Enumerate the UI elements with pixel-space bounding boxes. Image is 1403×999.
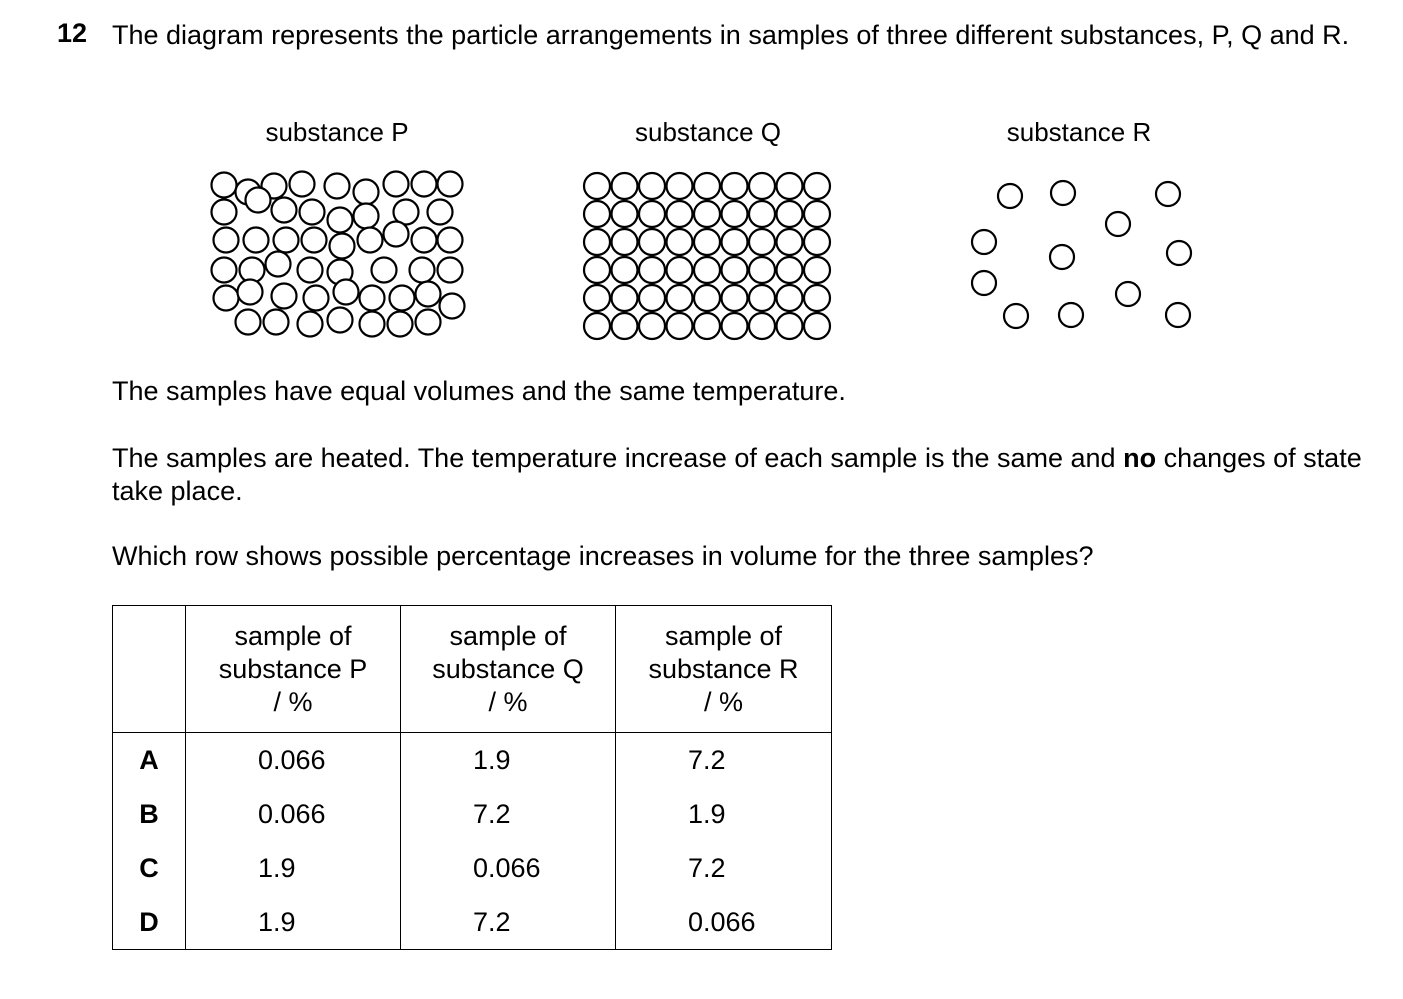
particle	[612, 229, 638, 255]
label-substance-r: substance R	[1006, 117, 1152, 147]
particle	[584, 257, 610, 283]
paragraph-heated-part1: The samples are heated. The temperature increase of each sample is the same and	[112, 443, 1124, 473]
particle	[722, 257, 748, 283]
particle	[360, 312, 385, 337]
header-p-line1: sample of	[234, 620, 352, 651]
particles-substance-q	[584, 173, 830, 339]
paragraph-equal-volumes: The samples have equal volumes and the same temperature.	[112, 376, 846, 406]
particle	[298, 258, 323, 283]
particle	[584, 201, 610, 227]
particle	[416, 282, 441, 307]
particle	[749, 285, 775, 311]
particle	[667, 201, 693, 227]
header-p-line2: substance P	[218, 653, 368, 684]
option-letter: A	[113, 733, 186, 788]
particle	[298, 312, 323, 337]
particle	[584, 313, 610, 339]
particle	[804, 313, 830, 339]
particle	[777, 201, 803, 227]
particle	[749, 313, 775, 339]
particle	[722, 201, 748, 227]
particle	[777, 257, 803, 283]
cell-r: 0.066	[616, 895, 832, 950]
particle	[388, 312, 413, 337]
particle	[694, 285, 720, 311]
particle	[584, 229, 610, 255]
particle	[384, 172, 409, 197]
particle	[639, 201, 665, 227]
paragraph-heated	[112, 442, 1372, 508]
particle	[694, 313, 720, 339]
particle	[777, 229, 803, 255]
particle	[334, 280, 359, 305]
particle	[272, 284, 297, 309]
header-blank	[113, 606, 186, 733]
particle	[804, 229, 830, 255]
header-substance-p	[186, 606, 401, 733]
option-row-b[interactable]	[113, 787, 832, 841]
cell-r: 7.2	[616, 733, 832, 788]
particle	[667, 173, 693, 199]
particle	[440, 294, 465, 319]
particle	[412, 172, 437, 197]
particle	[749, 257, 775, 283]
cell-q: 1.9	[401, 733, 616, 788]
particle	[667, 257, 693, 283]
particle	[328, 208, 353, 233]
particle	[302, 228, 327, 253]
header-q-unit: / %	[488, 686, 528, 717]
particle	[722, 313, 748, 339]
particle	[972, 271, 996, 295]
particle	[360, 286, 385, 311]
particle	[438, 228, 463, 253]
label-substance-p: substance P	[265, 117, 409, 147]
particle	[410, 258, 435, 283]
particle	[416, 310, 441, 335]
particle	[438, 172, 463, 197]
particle	[330, 234, 355, 259]
cell-q: 7.2	[401, 895, 616, 950]
particle	[639, 285, 665, 311]
particle	[612, 173, 638, 199]
header-r-unit: / %	[703, 686, 743, 717]
particle	[972, 230, 996, 254]
particle	[639, 229, 665, 255]
particles-substance-r	[972, 181, 1191, 328]
particle	[264, 310, 289, 335]
particle	[244, 228, 269, 253]
particle	[214, 286, 239, 311]
particle	[354, 180, 379, 205]
question-prompt: Which row shows possible percentage increases in volume for the three samples?	[112, 541, 1094, 571]
option-letter: C	[113, 841, 186, 895]
particle	[667, 285, 693, 311]
particle	[212, 200, 237, 225]
particle	[777, 173, 803, 199]
particle	[212, 173, 237, 198]
particle	[328, 308, 353, 333]
particle	[749, 229, 775, 255]
particle	[998, 184, 1022, 208]
cell-p: 1.9	[186, 895, 401, 950]
particle	[777, 285, 803, 311]
particle	[639, 313, 665, 339]
particle	[1156, 182, 1180, 206]
particle	[358, 228, 383, 253]
particle	[612, 313, 638, 339]
paragraph-heated-emphasis: no	[1123, 443, 1157, 473]
particle	[667, 229, 693, 255]
particle	[694, 257, 720, 283]
particle	[238, 280, 263, 305]
particle	[612, 285, 638, 311]
cell-q: 0.066	[401, 841, 616, 895]
paragraph-heated-part2: changes of state take place.	[112, 443, 1362, 506]
particle	[804, 201, 830, 227]
particle	[384, 222, 409, 247]
particle	[694, 201, 720, 227]
particle	[412, 228, 437, 253]
particle	[1167, 241, 1191, 265]
particle	[372, 258, 397, 283]
question-number: 12	[57, 18, 88, 48]
particle	[694, 229, 720, 255]
particle	[667, 313, 693, 339]
particle	[612, 257, 638, 283]
cell-q: 7.2	[401, 787, 616, 841]
particle	[694, 173, 720, 199]
particle	[749, 173, 775, 199]
cell-p: 1.9	[186, 841, 401, 895]
particle	[214, 228, 239, 253]
particle	[722, 285, 748, 311]
particle	[1106, 212, 1130, 236]
particles-substance-p	[212, 172, 465, 337]
header-p-unit: / %	[273, 686, 313, 717]
particle	[1004, 304, 1028, 328]
particle	[266, 252, 291, 277]
answer-table	[112, 605, 832, 950]
answer-table-header	[113, 606, 832, 733]
particle	[1166, 303, 1190, 327]
particle	[639, 257, 665, 283]
header-substance-r	[616, 606, 832, 733]
option-row-a[interactable]	[113, 733, 832, 788]
particle	[584, 285, 610, 311]
particle	[325, 174, 350, 199]
particle	[722, 229, 748, 255]
header-r-line2: substance R	[648, 653, 799, 684]
option-row-d[interactable]	[113, 895, 832, 950]
particle	[1116, 282, 1140, 306]
header-q-line1: sample of	[449, 620, 567, 651]
particle	[804, 173, 830, 199]
cell-r: 7.2	[616, 841, 832, 895]
particle-diagram	[0, 160, 1403, 350]
particle	[777, 313, 803, 339]
header-substance-q	[401, 606, 616, 733]
cell-r: 1.9	[616, 787, 832, 841]
particle	[1059, 303, 1083, 327]
particle	[428, 200, 453, 225]
question-text: The diagram represents the particle arrangements in samples of three different substances, P, Q and R.	[112, 20, 1350, 50]
particle	[300, 200, 325, 225]
particle	[639, 173, 665, 199]
particle	[236, 310, 261, 335]
cell-p: 0.066	[186, 733, 401, 788]
particle	[390, 286, 415, 311]
option-row-c[interactable]	[113, 841, 832, 895]
cell-p: 0.066	[186, 787, 401, 841]
particle	[354, 204, 379, 229]
particle	[438, 258, 463, 283]
particle	[304, 286, 329, 311]
particle	[804, 285, 830, 311]
particle	[272, 198, 297, 223]
header-r-line1: sample of	[664, 620, 783, 651]
option-letter: D	[113, 895, 186, 950]
particle	[584, 173, 610, 199]
particle	[212, 258, 237, 283]
particle	[246, 188, 271, 213]
particle	[290, 172, 315, 197]
option-letter: B	[113, 787, 186, 841]
particle	[749, 201, 775, 227]
particle	[804, 257, 830, 283]
particle	[612, 201, 638, 227]
particle	[1051, 181, 1075, 205]
label-substance-q: substance Q	[635, 117, 781, 147]
header-q-line2: substance Q	[432, 653, 584, 684]
particle	[1050, 245, 1074, 269]
particle	[722, 173, 748, 199]
particle	[274, 228, 299, 253]
